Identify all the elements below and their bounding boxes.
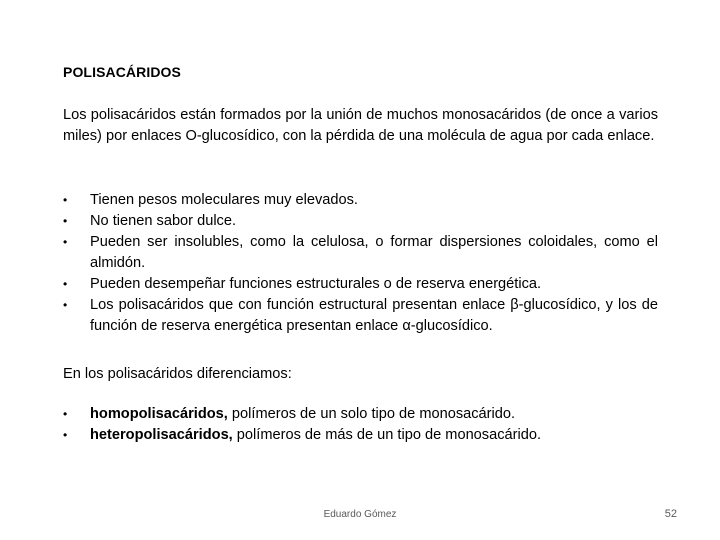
bullet-icon: •	[63, 428, 68, 442]
properties-list	[63, 190, 658, 337]
bullet-icon: •	[63, 407, 68, 421]
type-term: homopolisacáridos,	[90, 406, 228, 422]
list-item	[63, 232, 658, 274]
type-description: polímeros de más de un tipo de monosacárido.	[232, 427, 542, 443]
bullet-icon: •	[63, 277, 68, 291]
list-item	[63, 295, 658, 337]
bullet-icon: •	[63, 214, 68, 228]
list-item-text: No tienen sabor dulce.	[90, 213, 237, 229]
footer-author: Eduardo Gómez	[323, 509, 397, 520]
page-number: 52	[664, 508, 677, 520]
bullet-icon: •	[63, 193, 68, 207]
type-description: polímeros de un solo tipo de monosacárido.	[227, 406, 516, 422]
bullet-icon: •	[63, 298, 68, 312]
list-item-text: Tienen pesos moleculares muy elevados.	[90, 192, 358, 208]
bullet-icon: •	[63, 235, 68, 249]
list-item	[63, 404, 658, 425]
intro-paragraph: Los polisacáridos están formados por la unión de muchos monosacáridos (de once a varios miles) por enlaces O-glucosídico, con la pérdida de una molécula de agua por cada enlace.	[63, 107, 658, 144]
list-item-text: Pueden ser insolubles, como la celulosa, o formar dispersiones coloidales, como el almidón.	[90, 234, 658, 271]
type-term: heteropolisacáridos,	[90, 427, 233, 443]
subheading: En los polisacáridos diferenciamos:	[63, 366, 292, 382]
list-item	[63, 211, 658, 232]
types-list	[63, 404, 658, 446]
slide-title: POLISACÁRIDOS	[63, 64, 181, 80]
list-item	[63, 274, 658, 295]
list-item	[63, 425, 658, 446]
list-item	[63, 190, 658, 211]
list-item-text: Los polisacáridos que con función estructural presentan enlace β-glucosídico, y los de función de reserva energética presentan enlace α-glucosídico.	[90, 297, 658, 334]
list-item-text: Pueden desempeñar funciones estructurales o de reserva energética.	[90, 276, 542, 292]
